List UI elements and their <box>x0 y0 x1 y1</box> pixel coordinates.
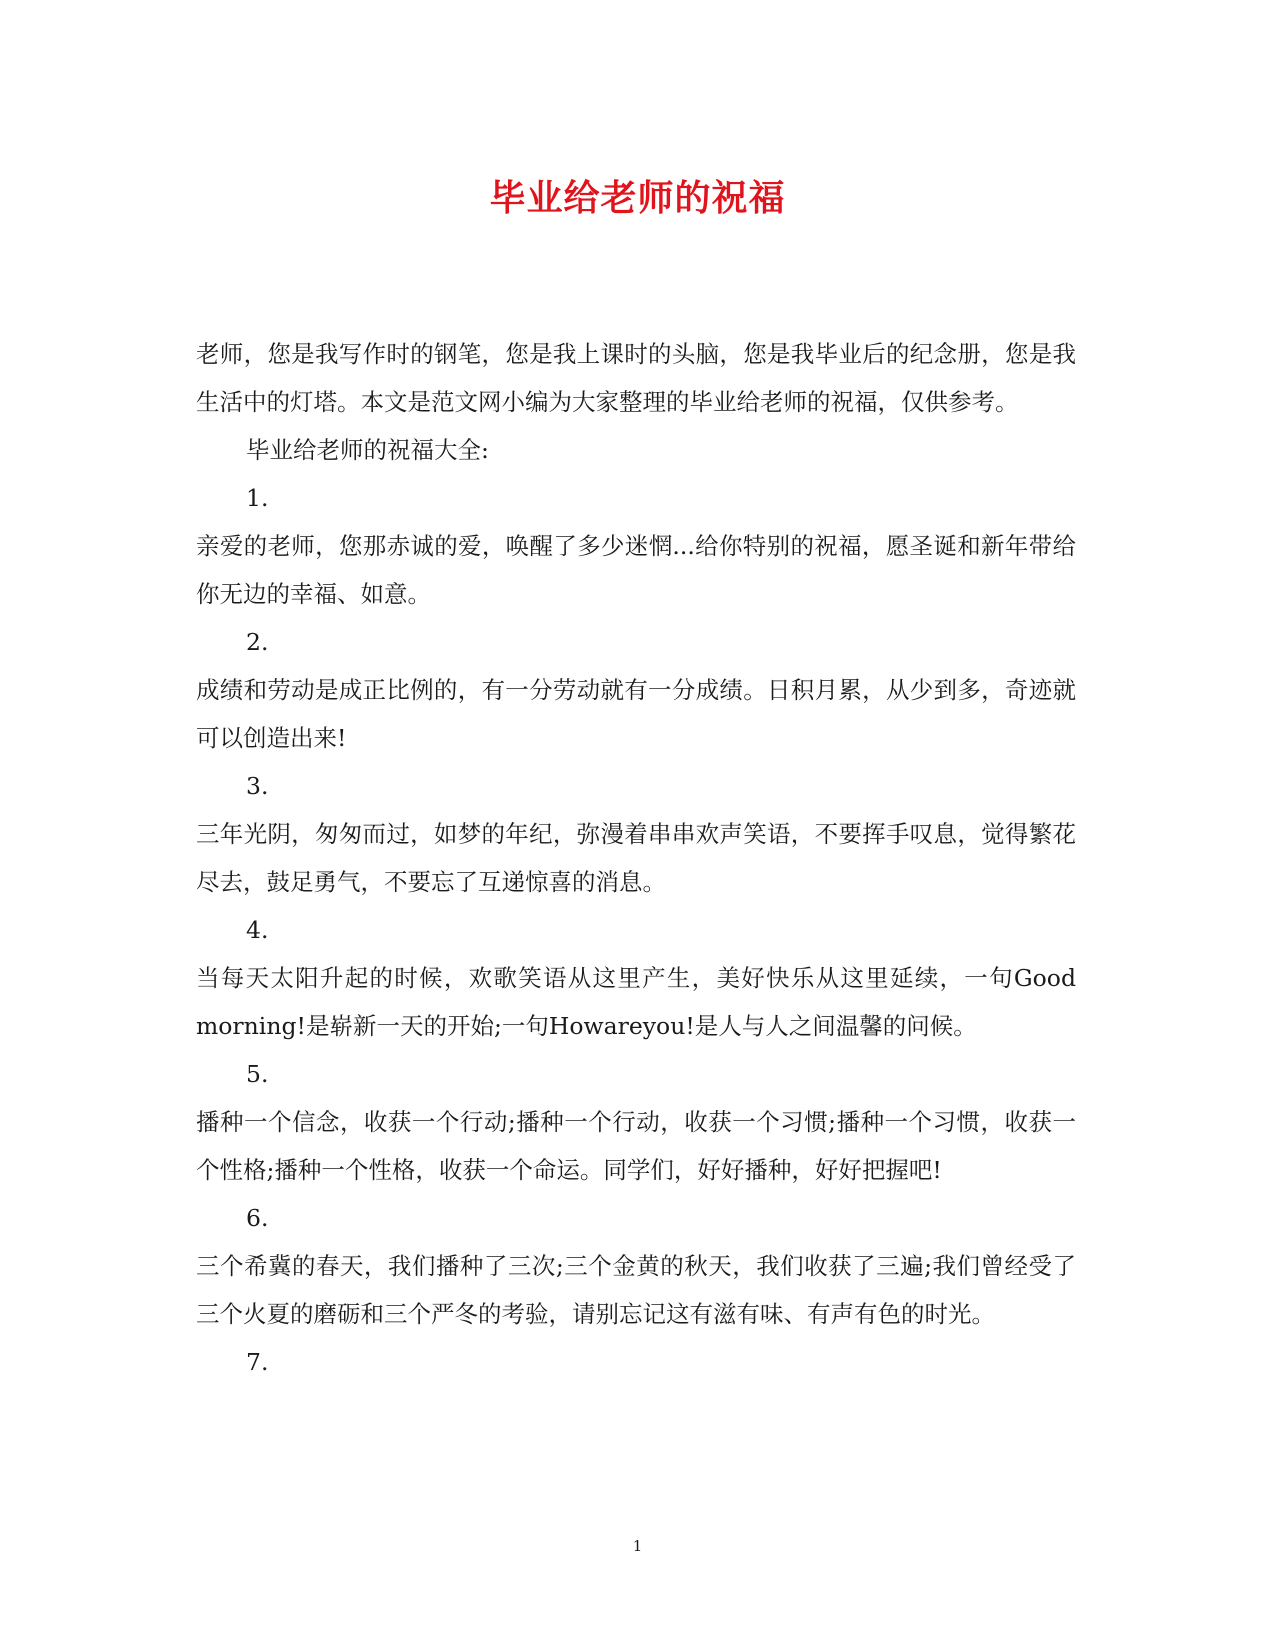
item-number: 3. <box>246 772 269 800</box>
item-text: 三个希冀的春天，我们播种了三次;三个金黄的秋天，我们收获了三遍;我们曾经受了三个火夏的磨砺和三个严冬的考验，请别忘记这有滋有味、有声有色的时光。 <box>196 1252 1076 1328</box>
item-text: 成绩和劳动是成正比例的，有一分劳动就有一分成绩。日积月累，从少到多，奇迹就可以创造出来! <box>196 676 1076 752</box>
item-number: 7. <box>246 1348 269 1376</box>
item-number: 5. <box>246 1060 269 1088</box>
item-number: 2. <box>246 628 269 656</box>
item-number: 1. <box>246 484 269 512</box>
intro-paragraph: 老师，您是我写作时的钢笔，您是我上课时的头脑，您是我毕业后的纪念册，您是我生活中的灯塔。本文是范文网小编为大家整理的毕业给老师的祝福，仅供参考。 <box>196 340 1076 416</box>
item-text: 播种一个信念，收获一个行动;播种一个行动，收获一个习惯;播种一个习惯，收获一个性格;播种一个性格，收获一个命运。同学们，好好播种，好好把握吧! <box>196 1108 1076 1184</box>
item-text: 当每天太阳升起的时候，欢歌笑语从这里产生，美好快乐从这里延续，一句Good morning!是崭新一天的开始;一句Howareyou!是人与人之间温馨的问候。 <box>196 964 1076 1040</box>
document-title: 毕业给老师的祝福 <box>489 177 786 219</box>
page-number: 1 <box>632 1537 643 1555</box>
item-text: 亲爱的老师，您那赤诚的爱，唤醒了多少迷惘...给你特别的祝福，愿圣诞和新年带给你无边的幸福、如意。 <box>196 532 1076 608</box>
document-body <box>196 330 1076 1386</box>
item-number: 6. <box>246 1204 269 1232</box>
item-text: 三年光阴，匆匆而过，如梦的年纪，弥漫着串串欢声笑语，不要挥手叹息，觉得繁花尽去，鼓足勇气，不要忘了互递惊喜的消息。 <box>196 820 1076 896</box>
item-number: 4. <box>246 916 269 944</box>
section-heading: 毕业给老师的祝福大全: <box>246 436 489 464</box>
